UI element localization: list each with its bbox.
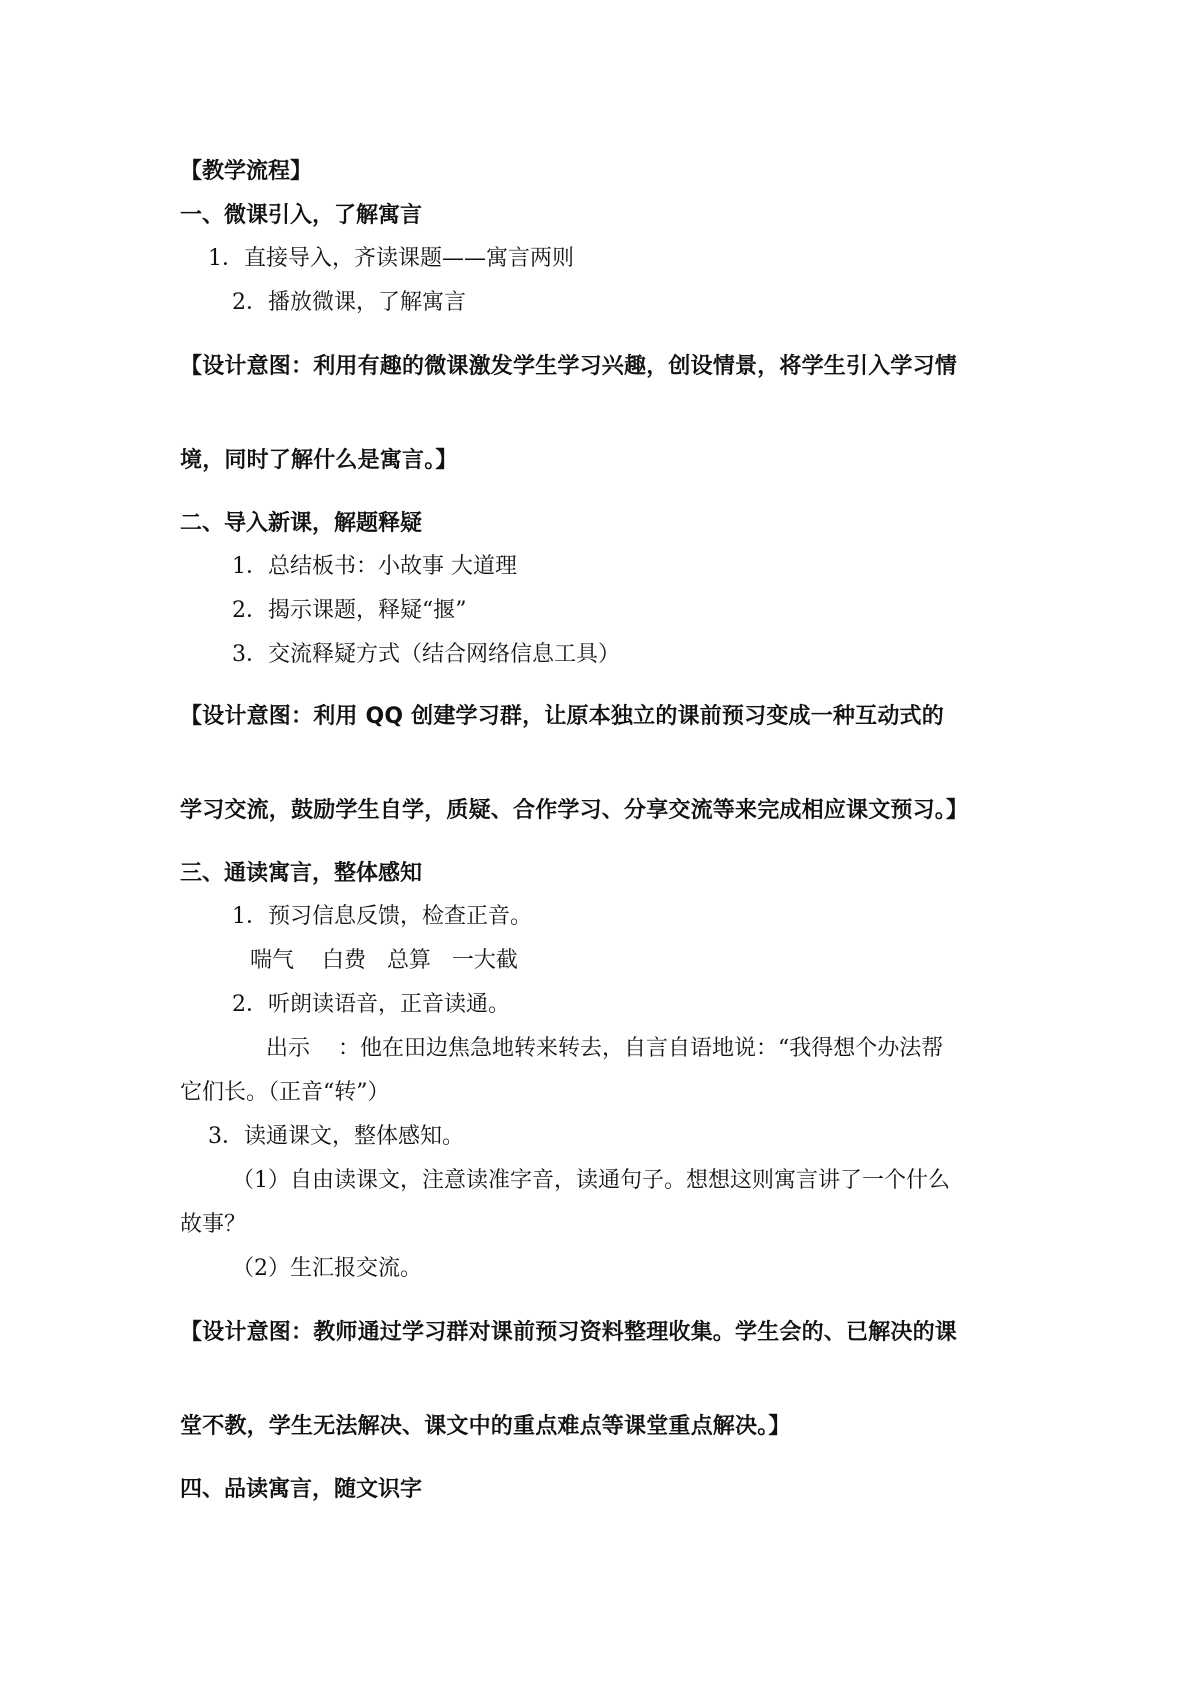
design-intent-1-line-1: 【设计意图：利用有趣的微课激发学生学习兴趣，创设情景，将学生引入学习情 xyxy=(180,354,958,379)
section-1-item-2: 2．播放微课，了解寓言 xyxy=(232,290,466,315)
section-1-heading: 一、微课引入，了解寓言 xyxy=(180,202,423,228)
section-3-item-1: 1．预习信息反馈，检查正音。 xyxy=(232,904,532,929)
design-intent-1-line-2: 境，同时了解什么是寓言。】 xyxy=(180,448,458,473)
section-2-item-1: 1．总结板书：小故事 大道理 xyxy=(232,554,517,579)
section-3-show-line-1: 出示 ：他在田边焦急地转来转去，自言自语地说：“我得想个办法帮 xyxy=(266,1036,944,1061)
design-intent-2-line-2: 学习交流，鼓励学生自学，质疑、合作学习、分享交流等来完成相应课文预习。】 xyxy=(180,798,969,823)
design-intent-3-line-2: 堂不教，学生无法解决、课文中的重点难点等课堂重点解决。】 xyxy=(180,1414,791,1439)
section-3-words: 喘气 白费 总算 一大截 xyxy=(250,948,518,973)
section-3-heading: 三、通读寓言，整体感知 xyxy=(180,860,423,886)
section-4-heading: 四、品读寓言，随文识字 xyxy=(180,1476,423,1502)
section-3-sub-1-line-1: （1）自由读课文，注意读准字音，读通句子。想想这则寓言讲了一个什么 xyxy=(232,1168,950,1193)
section-3-item-2: 2．听朗读语音，正音读通。 xyxy=(232,992,510,1017)
section-3-sub-2: （2）生汇报交流。 xyxy=(232,1256,422,1281)
section-1-item-1: 1．直接导入，齐读课题——寓言两则 xyxy=(208,246,574,271)
section-2-item-3: 3．交流释疑方式（结合网络信息工具） xyxy=(232,642,620,667)
flow-title: 【教学流程】 xyxy=(180,158,313,184)
section-3-sub-1-line-2: 故事？ xyxy=(180,1212,247,1237)
design-intent-2-line-1: 【设计意图：利用 QQ 创建学习群，让原本独立的课前预习变成一种互动式的 xyxy=(180,704,944,729)
design-intent-3-line-1: 【设计意图：教师通过学习群对课前预习资料整理收集。学生会的、已解决的课 xyxy=(180,1320,958,1345)
section-2-heading: 二、导入新课，解题释疑 xyxy=(180,510,423,536)
section-3-show-line-2: 它们长。（正音“转”） xyxy=(180,1080,390,1105)
section-2-item-2: 2．揭示课题，释疑“揠” xyxy=(232,598,467,623)
section-3-item-3: 3．读通课文，整体感知。 xyxy=(208,1124,464,1149)
